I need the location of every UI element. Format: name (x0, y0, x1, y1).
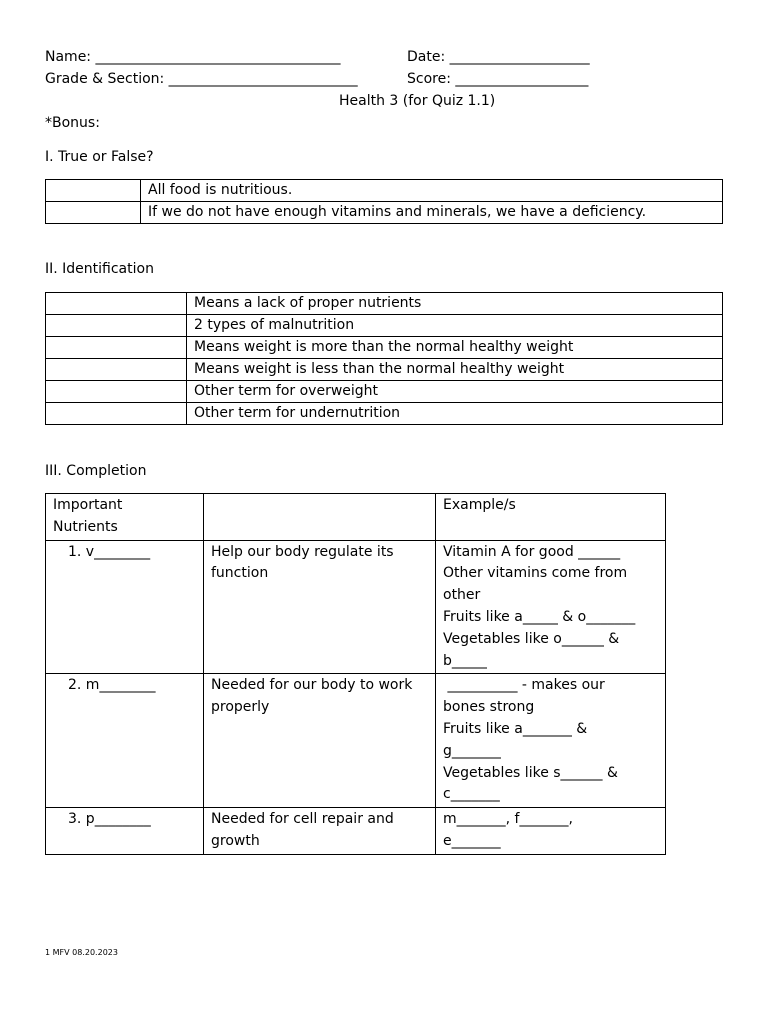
date-field-label: Date: ____________________ (407, 49, 590, 65)
clue-cell: 2 types of malnutrition (187, 315, 723, 337)
grade-section-field-label: Grade & Section: ___________________________ (45, 71, 358, 87)
table-row (46, 293, 723, 315)
clue-cell: Means weight is less than the normal healthy weight (187, 359, 723, 381)
clue-cell: Means weight is more than the normal healthy weight (187, 337, 723, 359)
function-line: function (211, 565, 269, 582)
answer-cell (46, 202, 141, 224)
table-row (46, 359, 723, 381)
function-line: Needed for cell repair and (211, 811, 394, 828)
table-row (46, 674, 666, 808)
table-row (46, 180, 723, 202)
page-footer: 1 MFV 08.20.2023 (45, 948, 118, 957)
answer-cell (46, 180, 141, 202)
example-line: b_____ (443, 652, 487, 669)
clue-cell: Other term for undernutrition (187, 403, 723, 425)
example-line: Fruits like a_______ & (443, 720, 588, 737)
function-line: properly (211, 699, 270, 716)
answer-cell (46, 315, 187, 337)
example-line: Fruits like a_____ & o_______ (443, 608, 636, 625)
statement-cell: If we do not have enough vitamins and minerals, we have a deficiency. (141, 202, 723, 224)
example-line: c_______ (443, 786, 500, 803)
bonus-label: *Bonus: (45, 115, 100, 131)
true-false-table (45, 179, 723, 224)
table-row (46, 403, 723, 425)
function-cell (204, 540, 436, 674)
table-row (46, 381, 723, 403)
column-header-line: Important (53, 497, 123, 513)
clue-cell: Means a lack of proper nutrients (187, 293, 723, 315)
answer-cell (46, 359, 187, 381)
column-header-function (204, 494, 436, 541)
column-header-examples: Example/s (436, 494, 666, 541)
example-line: Vitamin A for good ______ (443, 543, 621, 560)
nutrient-cell: 1. v________ (46, 540, 204, 674)
answer-cell (46, 403, 187, 425)
statement-cell: All food is nutritious. (141, 180, 723, 202)
page-title: Health 3 (for Quiz 1.1) (339, 93, 496, 109)
nutrient-cell: 2. m________ (46, 674, 204, 808)
function-line: growth (211, 832, 260, 849)
example-line: Other vitamins come from (443, 565, 628, 582)
function-cell (204, 808, 436, 855)
example-line: e_______ (443, 832, 501, 849)
section-heading-identification: II. Identification (45, 261, 154, 277)
section-heading-completion: III. Completion (45, 463, 147, 479)
example-line: Vegetables like o______ & (443, 630, 620, 647)
example-line: Vegetables like s______ & (443, 764, 618, 781)
examples-cell (436, 808, 666, 855)
examples-cell (436, 540, 666, 674)
score-field-label: Score: ___________________ (407, 71, 589, 87)
table-row (46, 337, 723, 359)
nutrient-cell: 3. p________ (46, 808, 204, 855)
function-line: Needed for our body to work (211, 677, 413, 694)
example-line: __________ - makes our (443, 677, 605, 694)
identification-table (45, 292, 723, 425)
example-line: m_______, f_______, (443, 811, 573, 828)
completion-table (45, 493, 666, 855)
table-row (46, 315, 723, 337)
answer-cell (46, 381, 187, 403)
example-line: other (443, 587, 481, 604)
section-heading-true-false: I. True or False? (45, 149, 154, 165)
column-header-nutrients (46, 494, 204, 541)
example-line: g_______ (443, 742, 501, 759)
table-header-row (46, 494, 666, 541)
name-field-label: Name: ___________________________________ (45, 49, 341, 65)
column-header-line: Nutrients (53, 518, 118, 535)
table-row (46, 202, 723, 224)
answer-cell (46, 337, 187, 359)
answer-cell (46, 293, 187, 315)
function-line: Help our body regulate its (211, 543, 394, 560)
table-row (46, 540, 666, 674)
example-line: bones strong (443, 699, 535, 716)
function-cell (204, 674, 436, 808)
clue-cell: Other term for overweight (187, 381, 723, 403)
examples-cell (436, 674, 666, 808)
table-row (46, 808, 666, 855)
